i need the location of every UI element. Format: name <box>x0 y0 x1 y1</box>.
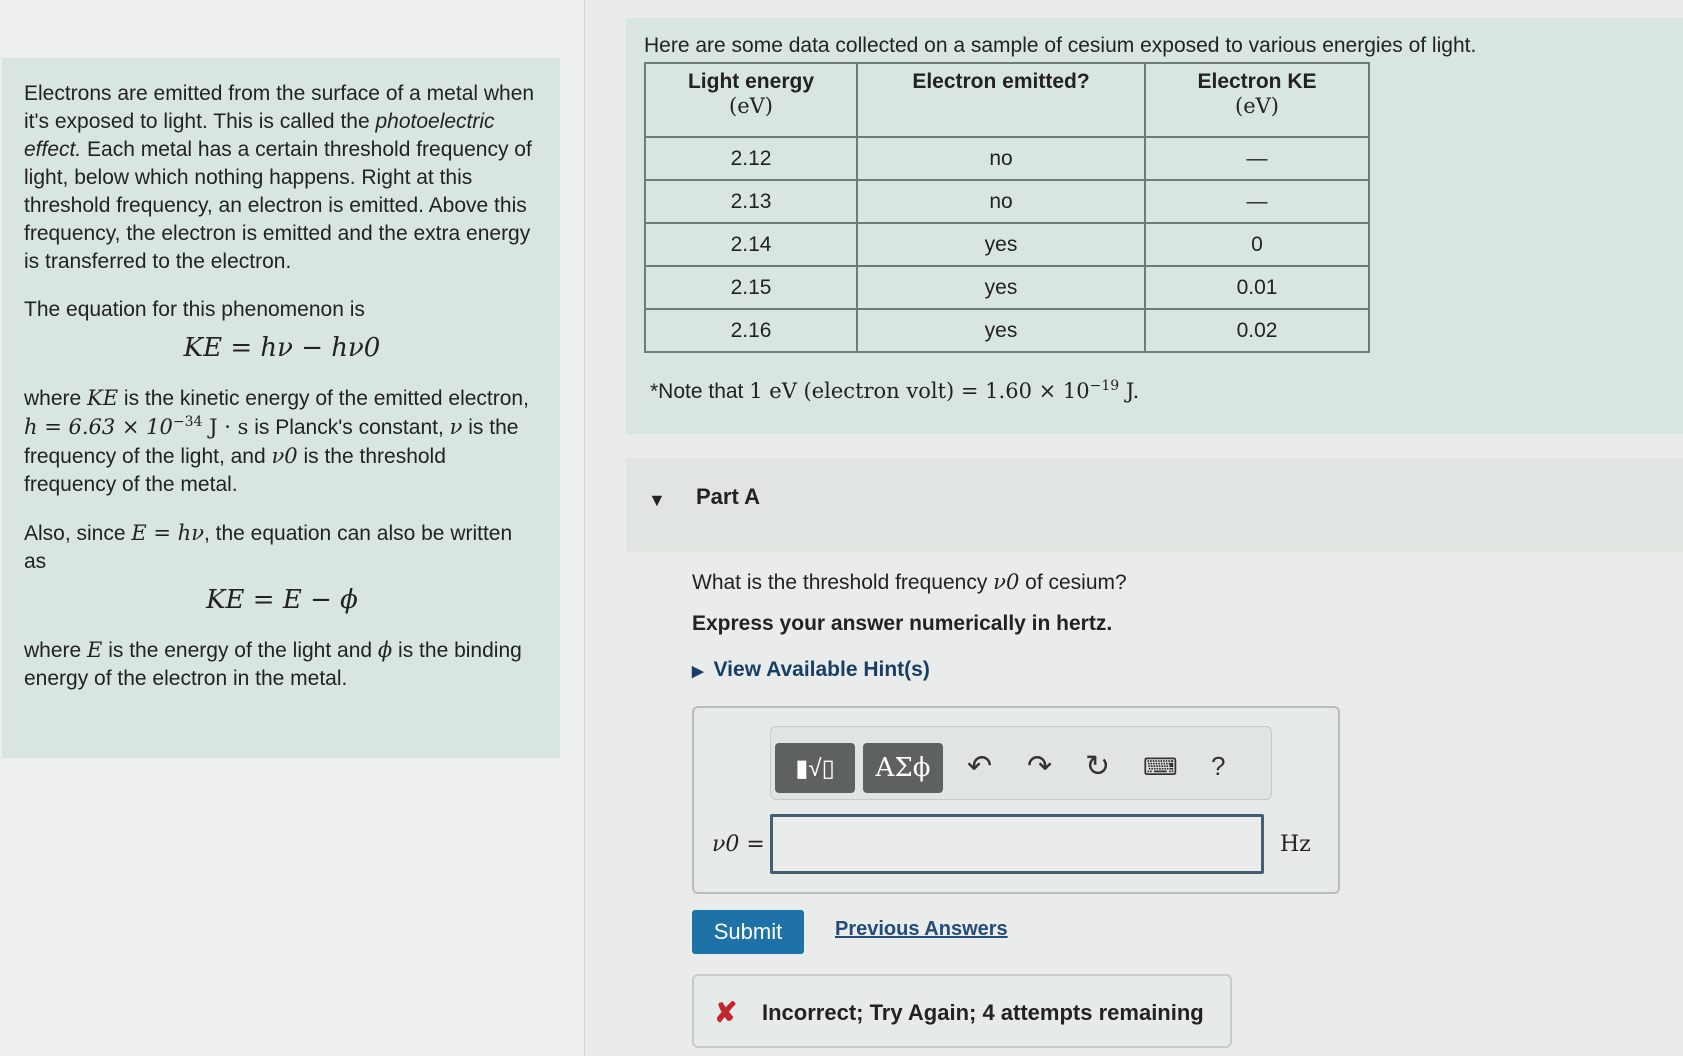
data-table <box>644 62 1370 353</box>
equation-2: KE = E − ϕ <box>206 585 358 615</box>
header-light-energy: Light energy (eV) <box>645 63 857 137</box>
cell-ke: 0 <box>1145 223 1369 266</box>
ev-note: *Note that 1 eV (electron volt) = $1.60 \times 10^{-19}$ J. <box>650 378 1140 403</box>
data-section <box>626 18 1683 434</box>
cell-light-energy: 2.12 <box>645 137 857 180</box>
view-hints-link[interactable]: ▶ View Available Hint(s) <box>692 658 930 681</box>
header-electron-ke: Electron KE (eV) <box>1145 63 1369 137</box>
answer-input[interactable] <box>770 814 1264 874</box>
feedback-box <box>692 974 1232 1048</box>
table-row <box>645 309 1369 352</box>
part-a-label: Part A <box>696 484 760 509</box>
previous-answers-link[interactable]: Previous Answers <box>835 918 1008 940</box>
data-intro-text: Here are some data collected on a sample of cesium exposed to various energies of light. <box>644 34 1477 57</box>
undo-icon[interactable]: ↶ <box>967 750 993 783</box>
cell-emitted: yes <box>857 223 1145 266</box>
express-instruction: Express your answer numerically in hertz. <box>692 612 1113 635</box>
intro-paragraph-3: where KE is the kinetic energy of the emitted electron, $h = 6.63 \times 10^{-34}$ J · s is Planck's constant, ν is the frequency of the light, and ν0 is the threshold frequency of the metal. <box>24 386 529 496</box>
equation-1: KE = hν − hν0 <box>183 333 381 363</box>
question-text: What is the threshold frequency ν0 of cesium? <box>692 570 1127 594</box>
intro-paragraph-5: where E is the energy of the light and ϕ is the binding energy of the electron in the metal. <box>24 638 522 690</box>
cell-ke: — <box>1145 180 1369 223</box>
cell-light-energy: 2.15 <box>645 266 857 309</box>
submit-button[interactable]: Submit <box>692 910 804 954</box>
answer-box <box>692 706 1340 894</box>
table-row <box>645 180 1369 223</box>
cell-light-energy: 2.13 <box>645 180 857 223</box>
help-button[interactable]: ? <box>1211 751 1226 781</box>
cell-light-energy: 2.14 <box>645 223 857 266</box>
templates-button[interactable]: ▮√▯ <box>775 743 855 793</box>
math-toolbar <box>770 726 1272 800</box>
table-header-row <box>645 63 1369 137</box>
intro-box <box>2 58 560 758</box>
cell-ke: 0.01 <box>1145 266 1369 309</box>
redo-icon[interactable]: ↷ <box>1027 750 1053 783</box>
feedback-message: Incorrect; Try Again; 4 attempts remaining <box>762 1000 1204 1025</box>
intro-paragraph-2: The equation for this phenomenon is <box>24 298 365 321</box>
header-electron-emitted: Electron emitted? <box>857 63 1145 137</box>
part-a-header[interactable] <box>626 458 1683 552</box>
table-row <box>645 137 1369 180</box>
collapse-triangle-icon[interactable]: ▼ <box>648 490 666 510</box>
cell-ke: — <box>1145 137 1369 180</box>
intro-paragraph-4: Also, since E = hν, the equation can also be written as <box>24 521 513 573</box>
cell-emitted: yes <box>857 309 1145 352</box>
table-row <box>645 223 1369 266</box>
keyboard-icon[interactable]: ⌨ <box>1143 754 1178 781</box>
problem-intro-column <box>0 0 585 1056</box>
cell-emitted: no <box>857 180 1145 223</box>
answer-variable-label: ν0 = <box>712 832 765 857</box>
cell-emitted: yes <box>857 266 1145 309</box>
cell-ke: 0.02 <box>1145 309 1369 352</box>
symbols-button[interactable]: ΑΣϕ <box>863 743 943 793</box>
incorrect-x-icon: ✘ <box>714 997 738 1028</box>
cell-emitted: no <box>857 137 1145 180</box>
intro-paragraph-1: Electrons are emitted from the surface of a metal when it's exposed to light. This is called the photoelectric effect. Each metal has a certain threshold frequency of light, below which nothing happens. Right at this threshold frequency, an electron is emitted. Above this frequency, the electron is emitted and the extra energy is transferred to the electron. <box>24 82 535 273</box>
expand-triangle-icon: ▶ <box>692 663 704 680</box>
reset-icon[interactable]: ↻ <box>1085 750 1111 783</box>
table-row <box>645 266 1369 309</box>
cell-light-energy: 2.16 <box>645 309 857 352</box>
answer-unit-label: Hz <box>1280 832 1311 857</box>
